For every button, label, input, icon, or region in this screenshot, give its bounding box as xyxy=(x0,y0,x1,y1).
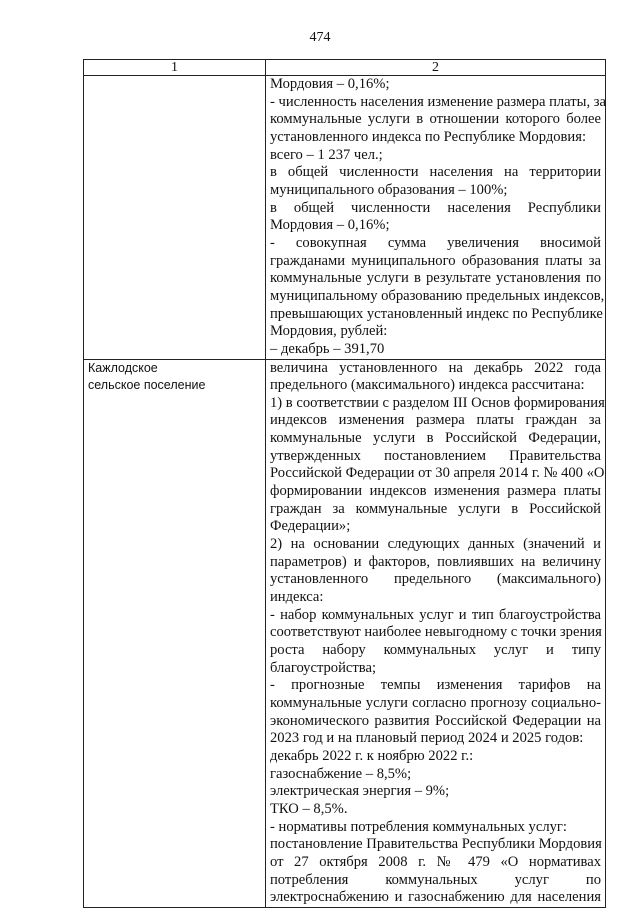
text-line: Мордовия, рублей: xyxy=(270,323,388,340)
text-line: Мордовия – 0,16%; xyxy=(270,76,390,92)
text-line: ТКО – 8,5%. xyxy=(270,800,348,817)
text-line: Мордовия – 0,16%; xyxy=(270,217,390,234)
text-line: Федерации»; xyxy=(270,518,351,535)
text-line: - нормативы потребления коммунальных услуг: xyxy=(270,818,567,835)
text-line: коммунальные услуги в Российской Федерации, xyxy=(270,430,601,447)
text-line: - численность населения изменение размера платы, за xyxy=(270,93,606,110)
text-line: экономического развития Российской Федерации на xyxy=(270,712,601,729)
text-line: граждан за коммунальные услуги в Российской xyxy=(270,500,601,517)
text-line: утвержденных постановлением Правительства xyxy=(270,447,601,464)
page-number: 474 xyxy=(309,30,331,45)
description-cell xyxy=(266,359,606,907)
table-row xyxy=(84,76,606,360)
text-line: муниципальному образованию предельных индексов, xyxy=(270,287,605,304)
text-line: - набор коммунальных услуг и тип благоустройства xyxy=(270,606,601,623)
text-line: роста набору коммунальных услуг и типу xyxy=(270,642,601,658)
table-row xyxy=(84,359,606,907)
column-header-2: 2 xyxy=(266,60,606,76)
text-line: Российской Федерации от 30 апреля 2014 г. № 400 «О xyxy=(270,465,605,482)
text-line: индекса: xyxy=(270,589,324,606)
text-line: электрическая энергия – 9%; xyxy=(270,783,450,800)
column-header-1: 1 xyxy=(84,60,266,76)
text-line: гражданами муниципального образования платы за xyxy=(270,252,601,269)
municipality-name-cell xyxy=(84,76,266,360)
text-line: декабрь 2022 г. к ноябрю 2022 г.: xyxy=(270,747,474,764)
text-line: формировании индексов изменения размера платы xyxy=(270,483,601,500)
text-line: - прогнозные темпы изменения тарифов на xyxy=(270,677,601,694)
text-line: от 27 октября 2008 г. № 479 «О нормативах xyxy=(270,853,601,870)
text-line: коммунальные услуги в результате установления по xyxy=(270,270,601,287)
text-line: благоустройства; xyxy=(270,659,377,676)
text-line: муниципального образования – 100%; xyxy=(270,181,508,198)
text-line: в общей численности населения на территории xyxy=(270,164,601,181)
text-line: индексов изменения размера платы граждан за xyxy=(270,412,601,429)
text-line: всего – 1 237 чел.; xyxy=(270,146,383,163)
text-line: установленного индекса по Республике Мордовия: xyxy=(270,128,587,145)
text-line: 2023 год и на плановый период 2024 и 2025 годов: xyxy=(270,730,584,747)
table-header-row xyxy=(84,60,606,76)
text-line: – декабрь – 391,70 xyxy=(270,340,385,357)
text-line: соответствуют наиболее невыгодному с точки зрения xyxy=(270,624,602,641)
text-line: - совокупная сумма увеличения вносимой xyxy=(270,234,601,251)
text-line: параметров) и факторов, повлиявших на величину xyxy=(270,553,601,570)
text-line: электроснабжению и газоснабжению для населения xyxy=(270,889,601,906)
text-line: 1) в соответствии с разделом III Основ формирования xyxy=(270,394,605,411)
text-line: коммунальные услуги в отношении которого более xyxy=(270,111,601,128)
text-line: превышающих установленный индекс по Республике xyxy=(270,305,603,322)
text-line: потребления коммунальных услуг по xyxy=(270,871,601,888)
text-line: газоснабжение – 8,5%; xyxy=(270,765,412,782)
text-line: предельного (максимального) индекса рассчитана: xyxy=(270,377,585,394)
document-table xyxy=(83,59,606,908)
text-line: 2) на основании следующих данных (значений и xyxy=(270,536,601,553)
text-line: постановление Правительства Республики Мордовия xyxy=(270,836,602,853)
text-line: величина установленного на декабрь 2022 года xyxy=(270,359,601,376)
municipality-name-cell xyxy=(84,359,266,907)
municipality-name-line: Кажлодское xyxy=(88,360,158,375)
text-line: в общей численности населения Республики xyxy=(270,199,601,216)
text-line: коммунальные услуги согласно прогнозу социально- xyxy=(270,694,601,711)
text-line: установленного предельного (максимального) xyxy=(270,571,601,588)
description-cell xyxy=(266,76,606,360)
municipality-name-line: сельское поселение xyxy=(88,377,206,392)
